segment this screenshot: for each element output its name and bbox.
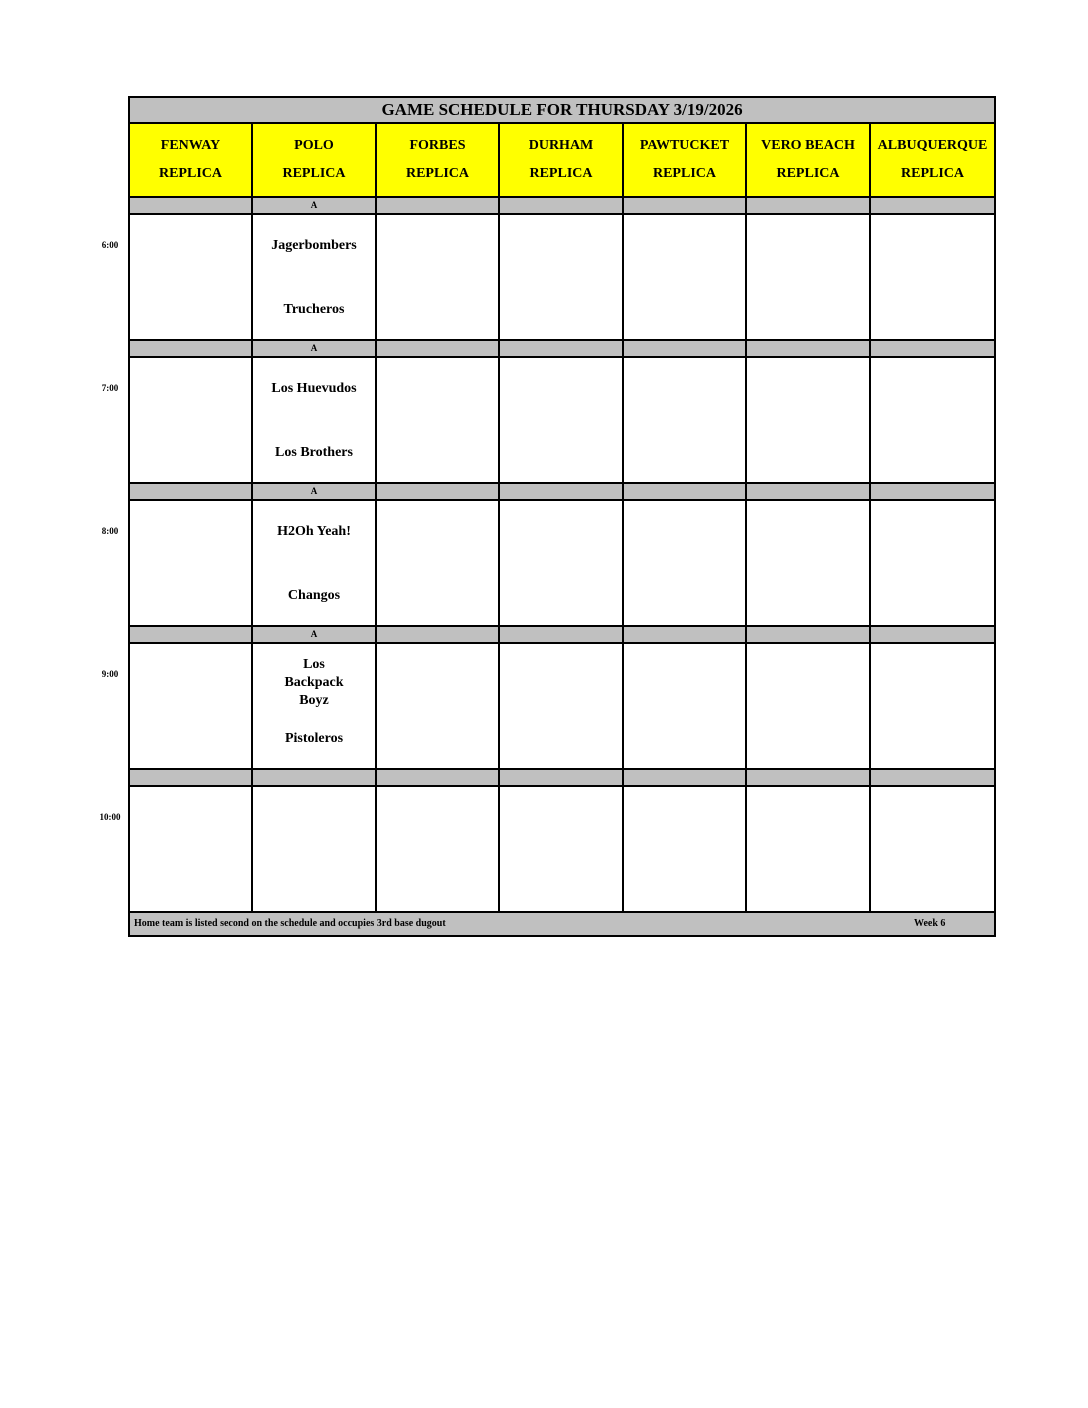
away-team: Los Huevudos: [271, 381, 357, 396]
game-row: [129, 643, 995, 769]
footer-row: [129, 912, 995, 936]
game-row: [129, 214, 995, 340]
division-cell: [623, 483, 746, 500]
division-cell: [746, 483, 870, 500]
time-label: 9:00: [101, 669, 119, 679]
title-row: [129, 97, 995, 123]
home-team: Trucheros: [283, 302, 345, 317]
field-type: REPLICA: [776, 166, 840, 181]
division-cell: [499, 197, 623, 214]
game-cell: [252, 500, 376, 626]
game-cell: [252, 786, 376, 912]
division-cell: [623, 626, 746, 643]
field-header-row: [129, 123, 995, 197]
field-header-forbes: [376, 123, 499, 197]
field-header-durham: [499, 123, 623, 197]
field-type: REPLICA: [282, 166, 346, 181]
division-cell: [376, 769, 499, 786]
time-label: 10:00: [99, 812, 121, 822]
division-row: [129, 626, 995, 643]
time-label: 6:00: [101, 240, 119, 250]
game-cell: [623, 357, 746, 483]
game-cell: [870, 643, 995, 769]
division-cell: [870, 340, 995, 357]
game-cell: [376, 500, 499, 626]
game-cell: [499, 214, 623, 340]
field-header-albuquerque: [870, 123, 995, 197]
home-team: Pistoleros: [284, 731, 344, 746]
game-cell: [623, 500, 746, 626]
game-cell: [252, 643, 376, 769]
game-cell: [499, 643, 623, 769]
game-cell: [870, 214, 995, 340]
game-cell: [376, 643, 499, 769]
field-type: REPLICA: [405, 166, 469, 181]
field-header-vero-beach: [746, 123, 870, 197]
footer-note: Home team is listed second on the schedule and occupies 3rd base dugout: [134, 918, 446, 929]
field-header-polo: [252, 123, 376, 197]
game-row: [129, 357, 995, 483]
game-cell: [870, 786, 995, 912]
division-cell: [623, 197, 746, 214]
week-label: Week 6: [914, 918, 946, 929]
field-name: FENWAY: [160, 138, 221, 153]
division-cell: [623, 769, 746, 786]
field-name: PAWTUCKET: [639, 138, 730, 153]
field-header-fenway: [129, 123, 252, 197]
game-cell: [252, 357, 376, 483]
game-cell: [746, 643, 870, 769]
division-cell: [870, 197, 995, 214]
division-cell: [870, 483, 995, 500]
game-cell: [129, 786, 252, 912]
division-cell: [499, 483, 623, 500]
division-cell: [252, 769, 376, 786]
field-type: REPLICA: [158, 166, 222, 181]
game-cell: [870, 357, 995, 483]
game-cell: [129, 500, 252, 626]
away-team: Jagerbombers: [271, 238, 357, 253]
game-cell: [746, 214, 870, 340]
division-cell: [499, 626, 623, 643]
division-cell: [870, 769, 995, 786]
away-team: H2Oh Yeah!: [277, 524, 351, 539]
field-name: VERO BEACH: [761, 138, 855, 153]
field-type: REPLICA: [901, 166, 965, 181]
division-row: [129, 769, 995, 786]
game-cell: [623, 643, 746, 769]
field-type: REPLICA: [529, 166, 593, 181]
division-cell: [623, 340, 746, 357]
game-row: [129, 786, 995, 912]
division-cell: A: [252, 626, 376, 643]
division-cell: [746, 340, 870, 357]
division-cell: [376, 197, 499, 214]
field-header-pawtucket: [623, 123, 746, 197]
division-cell: [129, 626, 252, 643]
division-cell: [129, 340, 252, 357]
game-cell: [376, 357, 499, 483]
division-cell: [376, 483, 499, 500]
game-cell: [129, 214, 252, 340]
game-cell: [499, 357, 623, 483]
field-name: FORBES: [409, 138, 466, 153]
game-cell: [129, 643, 252, 769]
division-row: [129, 483, 995, 500]
division-cell: [129, 197, 252, 214]
game-cell: [623, 214, 746, 340]
division-cell: [746, 626, 870, 643]
field-name: DURHAM: [528, 138, 594, 153]
division-cell: [499, 769, 623, 786]
division-cell: [129, 483, 252, 500]
division-cell: [376, 340, 499, 357]
division-cell: A: [252, 483, 376, 500]
game-cell: [499, 500, 623, 626]
division-cell: [746, 769, 870, 786]
division-cell: [499, 340, 623, 357]
division-row: [129, 340, 995, 357]
game-cell: [870, 500, 995, 626]
division-row: [129, 197, 995, 214]
game-cell: [746, 786, 870, 912]
time-label: 8:00: [101, 526, 119, 536]
division-cell: A: [252, 340, 376, 357]
game-cell: [129, 357, 252, 483]
game-cell: [376, 786, 499, 912]
field-name: ALBUQUERQUE: [877, 138, 988, 153]
time-label: 7:00: [101, 383, 119, 393]
game-cell: [252, 214, 376, 340]
game-row: [129, 500, 995, 626]
game-cell: [746, 500, 870, 626]
division-cell: [746, 197, 870, 214]
division-cell: [870, 626, 995, 643]
field-name: POLO: [294, 138, 334, 153]
game-cell: [499, 786, 623, 912]
division-cell: [376, 626, 499, 643]
schedule-table: [128, 96, 996, 937]
game-cell: [623, 786, 746, 912]
home-team: Los Brothers: [275, 445, 353, 460]
division-cell: A: [252, 197, 376, 214]
game-cell: [376, 214, 499, 340]
home-team: Changos: [287, 588, 341, 603]
division-cell: [129, 769, 252, 786]
footer-cell: [129, 912, 995, 936]
field-type: REPLICA: [652, 166, 716, 181]
away-team: Los Backpack Boyz: [284, 657, 344, 708]
schedule-title: GAME SCHEDULE FOR THURSDAY 3/19/2026: [129, 97, 995, 123]
game-cell: [746, 357, 870, 483]
